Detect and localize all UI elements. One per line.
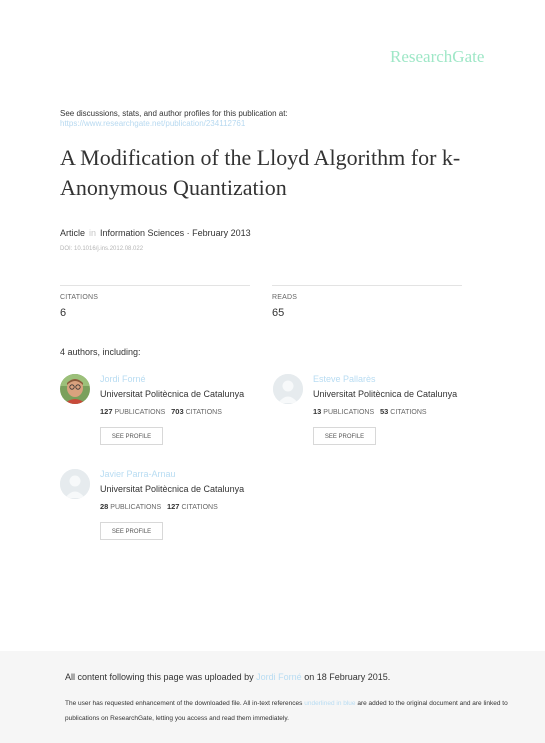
reads-value: 65	[272, 307, 285, 319]
note-suffix: are added to the original document and are linked to publications on ResearchGate, letting you access and read them immediately.	[65, 700, 508, 722]
footer	[0, 651, 545, 743]
publication-url-link[interactable]: https://www.researchgate.net/publication/234112761	[60, 119, 246, 128]
see-profile-button[interactable]: SEE PROFILE	[100, 522, 163, 540]
upload-suffix: on 18 February 2015.	[304, 672, 391, 682]
publication-type: Article	[60, 228, 86, 238]
author-institution: Universitat Politècnica de Catalunya	[100, 484, 245, 494]
reads-label: READS	[272, 294, 298, 301]
citations-count: 53	[379, 407, 389, 416]
author-avatar-placeholder[interactable]	[273, 374, 303, 404]
author-card	[273, 374, 473, 454]
underlined-link-text: underlined in blue	[304, 700, 356, 707]
citations-label: CITATIONS	[185, 409, 222, 416]
authors-heading	[60, 347, 141, 357]
doi-text: DOI: 10.1016/j.ins.2012.08.022	[60, 246, 144, 252]
see-profile-button[interactable]: SEE PROFILE	[100, 427, 163, 445]
researchgate-logo[interactable]: ResearchGate	[390, 47, 485, 66]
user-icon	[60, 469, 90, 499]
author-counts	[313, 407, 427, 416]
author-counts	[100, 502, 218, 511]
see-profile-button[interactable]: SEE PROFILE	[313, 427, 376, 445]
upload-prefix: All content following this page was uploaded by	[65, 672, 254, 682]
author-institution: Universitat Politècnica de Catalunya	[100, 389, 245, 399]
publication-meta	[60, 228, 251, 238]
uploader-link[interactable]: Jordi Forné	[256, 672, 302, 682]
author-avatar-placeholder[interactable]	[60, 469, 90, 499]
author-name[interactable]: Jordi Forné	[100, 374, 146, 384]
author-photo[interactable]	[60, 374, 90, 404]
author-photo-image	[60, 374, 90, 404]
author-name[interactable]: Esteve Pallarès	[313, 374, 376, 384]
reads-stat	[272, 285, 462, 319]
in-word: in	[89, 228, 97, 238]
citations-label: CITATIONS	[390, 409, 427, 416]
authors-including: , including:	[97, 347, 141, 357]
note-prefix: The user has requested enhancement of the downloaded file. All in-text references	[65, 700, 303, 707]
publication-title: A Modification of the Lloyd Algorithm for k-Anonymous Quantization	[60, 145, 461, 200]
citations-count: 703	[171, 407, 184, 416]
publications-label: PUBLICATIONS	[323, 409, 375, 416]
citations-value: 6	[60, 307, 67, 319]
publications-count: 13	[313, 407, 322, 416]
publications-label: PUBLICATIONS	[110, 504, 162, 511]
user-icon	[273, 374, 303, 404]
enhancement-note	[65, 696, 535, 726]
publications-label: PUBLICATIONS	[114, 409, 166, 416]
citations-stat	[60, 285, 250, 319]
authors-count: 4 authors	[60, 347, 98, 357]
discussion-text: See discussions, stats, and author profiles for this publication at:	[60, 109, 288, 118]
author-counts	[100, 407, 222, 416]
journal-date: Information Sciences · February 2013	[100, 228, 251, 238]
author-institution: Universitat Politècnica de Catalunya	[313, 389, 458, 399]
publications-count: 28	[100, 502, 109, 511]
publications-count: 127	[100, 407, 113, 416]
author-card	[60, 374, 260, 454]
citations-count: 127	[166, 502, 180, 511]
author-name[interactable]: Javier Parra-Arnau	[100, 469, 176, 479]
upload-info	[65, 672, 390, 682]
author-card	[60, 469, 260, 549]
citations-label: CITATIONS	[60, 294, 99, 301]
citations-label: CITATIONS	[181, 504, 218, 511]
